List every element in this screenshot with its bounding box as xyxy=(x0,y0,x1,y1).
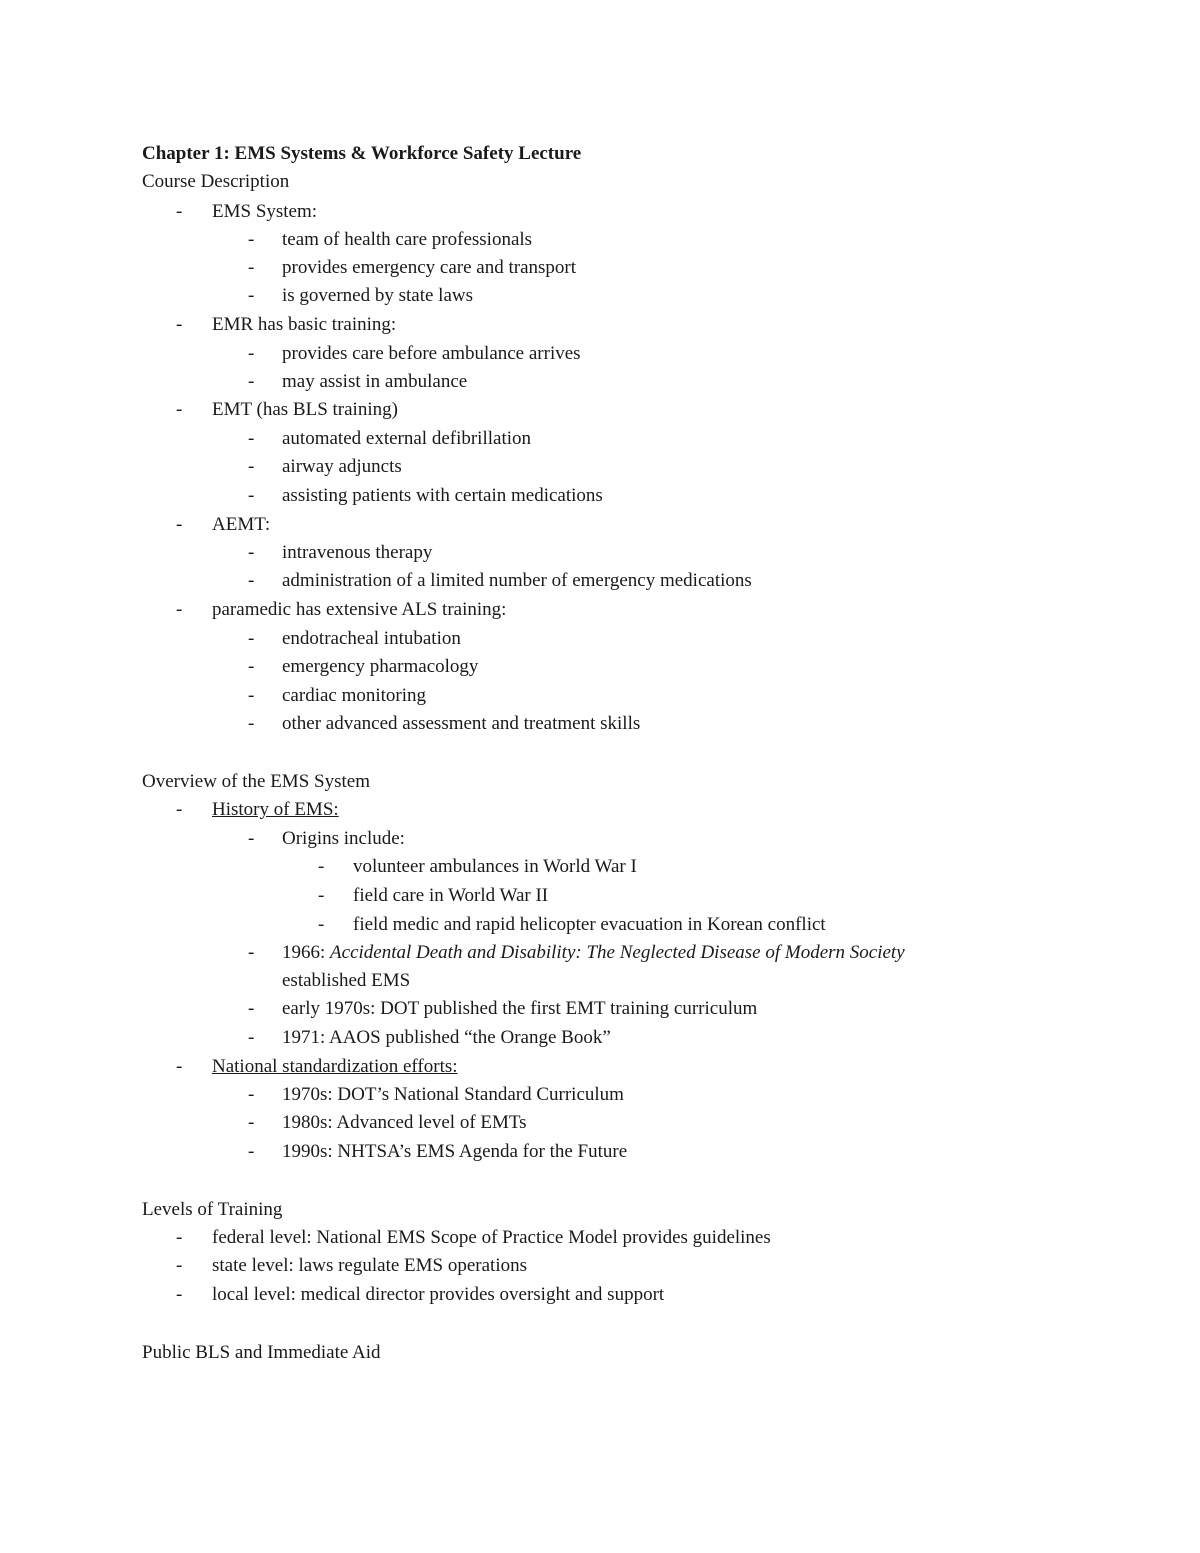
list-item-label: EMT (has BLS training) xyxy=(212,399,398,420)
bullet-dash: - xyxy=(248,257,255,278)
bullet-dash: - xyxy=(248,628,255,649)
bullet-dash: - xyxy=(248,1084,255,1105)
list-item-text: assisting patients with certain medications xyxy=(282,485,603,506)
bullet-dash: - xyxy=(176,1284,183,1305)
list-item-text: 1971: AAOS published “the Orange Book” xyxy=(282,1027,611,1048)
bullet-dash: - xyxy=(318,856,325,877)
list-item-text xyxy=(282,939,905,967)
list-item-label: EMR has basic training: xyxy=(212,314,397,335)
bullet-dash: - xyxy=(176,201,183,222)
list-item-text: may assist in ambulance xyxy=(282,371,468,392)
list-item-text: provides emergency care and transport xyxy=(282,257,577,278)
bullet-dash: - xyxy=(176,314,183,335)
list-item-text: volunteer ambulances in World War I xyxy=(353,856,637,877)
bullet-dash: - xyxy=(248,1027,255,1048)
list-item-text: is governed by state laws xyxy=(282,285,474,306)
list-item-text: endotracheal intubation xyxy=(282,628,461,649)
bullet-dash: - xyxy=(176,599,183,620)
list-item-text: airway adjuncts xyxy=(282,456,402,477)
list-item-text: field care in World War II xyxy=(353,885,549,906)
bullet-dash: - xyxy=(248,656,255,677)
list-item-text: cardiac monitoring xyxy=(282,685,427,706)
bullet-dash: - xyxy=(248,685,255,706)
bullet-dash: - xyxy=(318,885,325,906)
bullet-dash: - xyxy=(176,1227,183,1248)
list-item-text: administration of a limited number of emergency medications xyxy=(282,570,752,591)
section-heading-overview: Overview of the EMS System xyxy=(142,771,370,792)
section-heading-levels: Levels of Training xyxy=(142,1199,283,1220)
list-item-text: established EMS xyxy=(282,970,411,991)
list-item-label: AEMT: xyxy=(212,514,271,535)
section-heading-course-description: Course Description xyxy=(142,171,290,192)
list-item-text: 1980s: Advanced level of EMTs xyxy=(282,1112,527,1133)
bullet-dash: - xyxy=(248,828,255,849)
bullet-dash: - xyxy=(248,343,255,364)
bullet-dash: - xyxy=(248,456,255,477)
list-item-text: early 1970s: DOT published the first EMT training curriculum xyxy=(282,998,758,1019)
list-item-text: intravenous therapy xyxy=(282,542,433,563)
report-title: Accidental Death and Disability: The Neglected Disease of Modern Society xyxy=(330,942,905,963)
bullet-dash: - xyxy=(248,428,255,449)
year-label: 1966: xyxy=(282,942,331,963)
bullet-dash: - xyxy=(248,371,255,392)
list-item-text: 1970s: DOT’s National Standard Curriculum xyxy=(282,1084,624,1105)
page-title: Chapter 1: EMS Systems & Workforce Safety Lecture xyxy=(142,143,582,164)
list-item-text: federal level: National EMS Scope of Practice Model provides guidelines xyxy=(212,1227,771,1248)
list-item-text: automated external defibrillation xyxy=(282,428,532,449)
list-item-label: paramedic has extensive ALS training: xyxy=(212,599,507,620)
list-item-text: provides care before ambulance arrives xyxy=(282,343,581,364)
list-item-text: field medic and rapid helicopter evacuation in Korean conflict xyxy=(353,914,826,935)
bullet-dash: - xyxy=(176,514,183,535)
bullet-dash: - xyxy=(176,1056,183,1077)
list-item-text: other advanced assessment and treatment skills xyxy=(282,713,641,734)
list-item-label: EMS System: xyxy=(212,201,318,222)
bullet-dash: - xyxy=(248,229,255,250)
list-item-label: Origins include: xyxy=(282,828,405,849)
bullet-dash: - xyxy=(248,285,255,306)
bullet-dash: - xyxy=(248,713,255,734)
bullet-dash: - xyxy=(176,799,183,820)
bullet-dash: - xyxy=(248,998,255,1019)
list-item-text: 1990s: NHTSA’s EMS Agenda for the Future xyxy=(282,1141,628,1162)
list-item-text: local level: medical director provides oversight and support xyxy=(212,1284,665,1305)
bullet-dash: - xyxy=(248,570,255,591)
bullet-dash: - xyxy=(176,1255,183,1276)
bullet-dash: - xyxy=(248,1141,255,1162)
list-item-text: state level: laws regulate EMS operations xyxy=(212,1255,527,1276)
subsection-heading-standardization: National standardization efforts: xyxy=(212,1056,458,1077)
list-item-text: emergency pharmacology xyxy=(282,656,479,677)
bullet-dash: - xyxy=(248,942,255,963)
list-item-text: team of health care professionals xyxy=(282,229,533,250)
subsection-heading-history: History of EMS: xyxy=(212,799,339,820)
bullet-dash: - xyxy=(318,914,325,935)
bullet-dash: - xyxy=(176,399,183,420)
section-heading-public-bls: Public BLS and Immediate Aid xyxy=(142,1342,381,1363)
bullet-dash: - xyxy=(248,1112,255,1133)
bullet-dash: - xyxy=(248,485,255,506)
bullet-dash: - xyxy=(248,542,255,563)
